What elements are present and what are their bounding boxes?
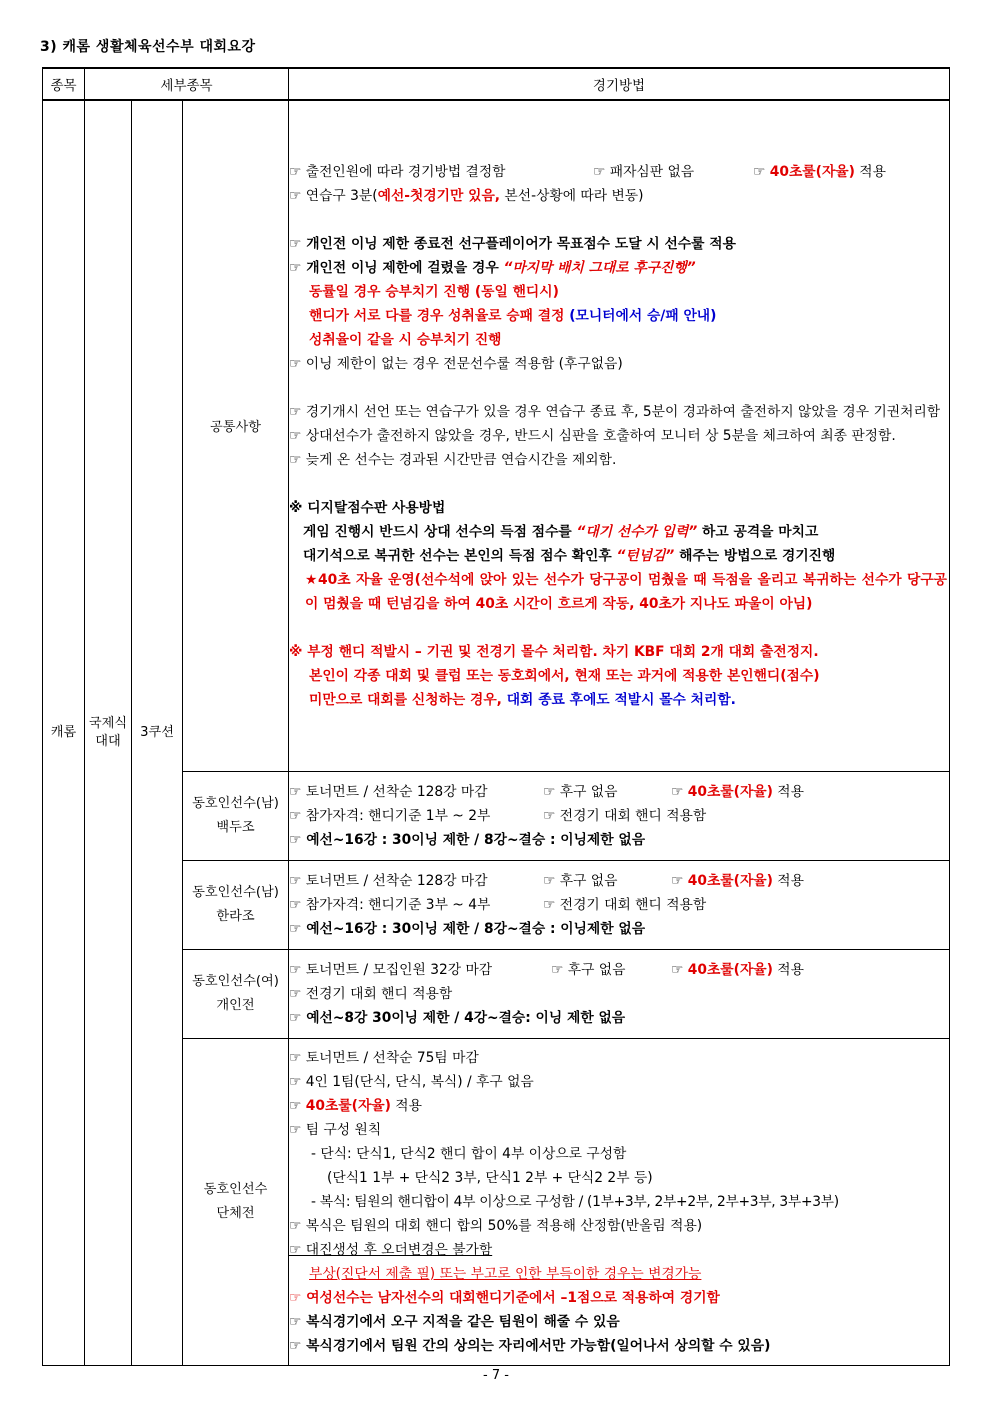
content-common: ☞ 출전인원에 따라 경기방법 결정함 ☞ 패자심판 없음 ☞ 40초룰(자율) 적용 ☞ 연습구 3분(예선-첫경기만 있음, 본선-상황에 따라 변동) ☞ 개인전 이닝 제한 종료전 선구플레이어가 목표점수 도달 시 선수룰 적용 ☞ 개인전 이닝 제한에 걸렸을 경우 “마지막 배치 그대로 후구진행” 동률일 경우 승부치기 진행 (동일 핸디시) 핸디가 서로 다를 경우 성취율로 승패 결정 (모니터에서 승/패 안내) 성취율이 같을 시 승부치기 진행 ☞ 이닝 제한이 없는 경우 전문선수룰 적용함 (후구없음) ☞ 경기개시 선언 또는 연습구가 있을 경우 연습구 종료 후, 5분이 경과하여 출전하지 않았을 경우 기권처리함 ☞ 상대선수가 출전하지 않았을 경우, 반드시 심판을 호출하여 모니터 상 5분을 체크하여 최종 판정함. ☞ 늦게 온 선수는 경과된 시간만큼 연습시간을 제외함. ※ 디지탈점수판 사용방법 게임 진행시 반드시 상대 선수의 득점 점수를 “대기 선수가 입력” 하고 공격을 마치고 대기석으로 복귀한 선수는 본인의 득점 점수 확인후 “턴넘김” 해주는 방법으로 경기진행 ★40초 자율 운영(선수석에 앉아 있는 선수가 당구공이 멈췄을 때 득점을 올리고 복귀하는 선수가 당구공이 멈췄을 때 턴넘김을 하여 40초 시간이 흐르게 작동, 40초가 지나도 파울이 아님) ※ 부정 핸디 적발시 – 기권 및 전경기 몰수 처리함. 차기 KBF 대회 2개 대회 출전정지. 본인이 각종 대회 및 클럽 또는 동호회에서, 현재 또는 과거에 적용한 본인핸디(점수) 미만으로 대회를 신청하는 경우, 대회 종료 후에도 적발시 몰수 처리함. — [289, 100, 950, 772]
header-sport: 종목 — [43, 68, 85, 100]
row-common — [43, 100, 950, 772]
content-halla: ☞ 토너먼트 / 선착순 128강 마감 ☞ 후구 없음 ☞ 40초룰(자율) 적용 ☞ 참가자격: 핸디기준 3부 ~ 4부 ☞ 전경기 대회 핸디 적용함 ☞ 예선~16강 : 30이닝 제한 / 8강~결승 : 이닝제한 없음 — [289, 861, 950, 950]
label-baekdu: 동호인선수(남) 백두조 — [183, 772, 289, 861]
cell-type: 국제식 대대 — [85, 100, 132, 1366]
cell-sport: 캐롬 — [43, 100, 85, 1366]
content-team: ☞ 토너먼트 / 선착순 75팀 마감 ☞ 4인 1팀(단식, 단식, 복식) / 후구 없음 ☞ 40초룰(자율) 적용 ☞ 팀 구성 원칙 - 단식: 단식1, 단식2 핸디 합이 4부 이상으로 구성함 (단식1 1부 + 단식2 3부, 단식1 2부 + 단식2 2부 등) - 복식: 팀원의 핸디합이 4부 이상으로 구성함 / (1부+3부, 2부+2부, 2부+3부, 3부+3부) ☞ 복식은 팀원의 대회 핸디 합의 50%를 적용해 산정함(반올림 적용) ☞ 대진생성 후 오더변경은 불가함 부상(진단서 제출 필) 또는 부고로 인한 부득이한 경우는 변경가능 ☞ 여성선수는 남자선수의 대회핸디기준에서 –1점으로 적용하여 경기함 ☞ 복식경기에서 오구 지적을 같은 팀원이 해줄 수 있음 ☞ 복식경기에서 팀원 간의 상의는 자리에서만 가능함(일어나서 상의할 수 있음) — [289, 1039, 950, 1366]
content-baekdu: ☞ 토너먼트 / 선착순 128강 마감 ☞ 후구 없음 ☞ 40초룰(자율) 적용 ☞ 참가자격: 핸디기준 1부 ~ 2부 ☞ 전경기 대회 핸디 적용함 ☞ 예선~16강 : 30이닝 제한 / 8강~결승 : 이닝제한 없음 — [289, 772, 950, 861]
label-women: 동호인선수(여) 개인전 — [183, 950, 289, 1039]
label-common: 공통사항 — [183, 100, 289, 772]
cell-cushion: 3쿠션 — [132, 100, 183, 1366]
page-title: 3) 캐롬 생활체육선수부 대회요강 — [40, 39, 256, 55]
label-team: 동호인선수 단체전 — [183, 1039, 289, 1366]
header-method: 경기방법 — [289, 68, 950, 100]
content-women: ☞ 토너먼트 / 모집인원 32강 마감 ☞ 후구 없음 ☞ 40초룰(자율) 적용 ☞ 전경기 대회 핸디 적용함 ☞ 예선~8강 30이닝 제한 / 4강~결승: 이닝 제한 없음 — [289, 950, 950, 1039]
rules-table — [42, 67, 950, 1366]
header-subevent: 세부종목 — [85, 68, 289, 100]
header-row — [43, 68, 950, 100]
page-number: - 7 - — [483, 1368, 509, 1383]
label-halla: 동호인선수(남) 한라조 — [183, 861, 289, 950]
